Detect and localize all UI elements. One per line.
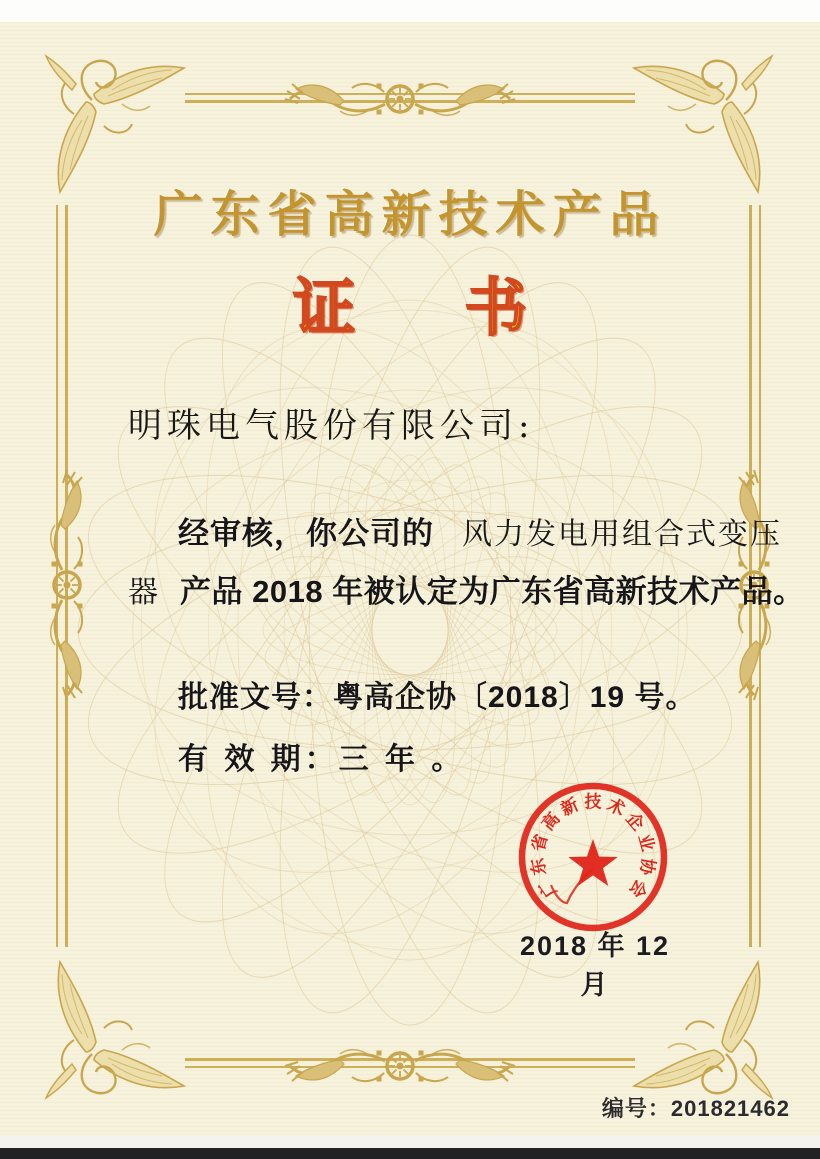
issue-date: 2018 年 12 月 [519,931,671,1000]
recipient-company-name: 明珠电气股份有限公司: [128,406,535,446]
svg-text:企: 企 [622,808,648,835]
svg-text:新: 新 [558,794,582,820]
scan-edge-top [0,0,820,22]
svg-text:广: 广 [535,876,561,901]
validity-label: 有 效 期： [178,743,339,776]
corner-ornament-bottom-left [34,952,194,1112]
certificate-subtitle: 证 书 [293,271,571,344]
svg-text:高: 高 [538,808,564,835]
approval-value: 粤高企协〔2018〕19 号。 [333,681,697,714]
svg-text:技: 技 [584,792,602,812]
svg-text:业: 业 [634,832,658,854]
body-line-1 [178,508,782,553]
svg-text:会: 会 [625,876,651,901]
svg-text:省: 省 [528,832,552,854]
product-name-line1: 风力发电用组合式变压 [462,517,782,552]
serial-label: 编号： [601,1096,671,1121]
validity-value: 三 年 。 [338,743,466,776]
approval-label: 批准文号： [178,681,333,714]
stamp-star-icon [568,839,617,886]
audit-intro-text: 经审核，你公司的 [178,516,434,551]
svg-text:协: 协 [636,856,659,877]
recognition-text: 产品 2018 年被认定为广东省高新技术产品。 [180,574,805,609]
approval-number-line [178,672,696,716]
validity-line [178,734,465,778]
border-medallion-top [280,61,520,137]
product-name-line2: 器 [128,575,158,610]
official-red-stamp [512,776,674,938]
certificate-title: 广东省高新技术产品 [153,188,667,242]
scan-edge-bottom-white [0,1135,820,1148]
svg-text:术: 术 [604,794,628,820]
scan-edge-bottom-dark [0,1148,820,1159]
svg-text:东: 东 [527,856,550,877]
border-medallion-left [29,465,105,705]
serial-number-line [602,1092,790,1123]
border-medallion-bottom [280,1028,520,1104]
serial-value: 201821462 [670,1096,790,1121]
body-line-2 [128,566,805,611]
